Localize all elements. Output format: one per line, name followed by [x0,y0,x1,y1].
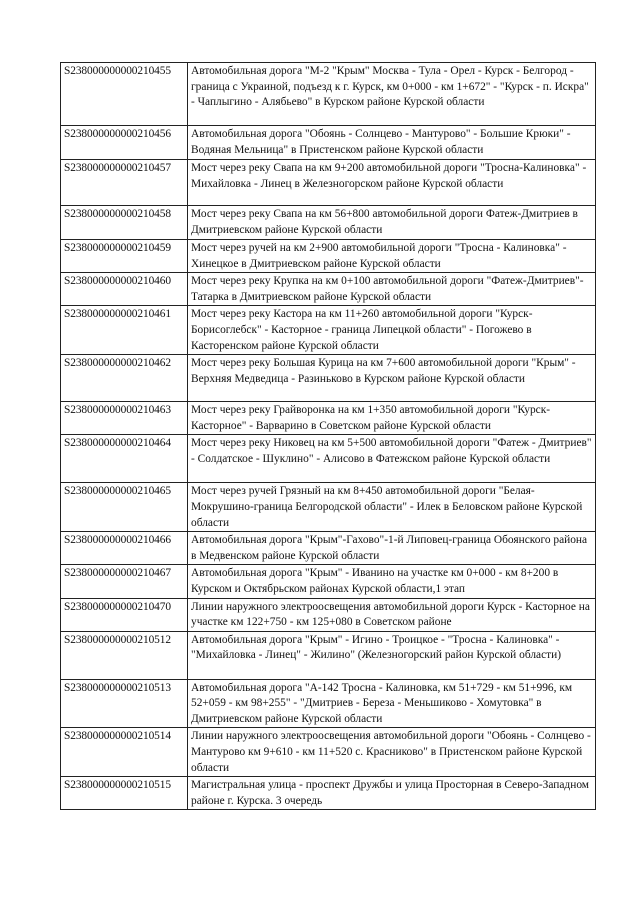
object-code: S238000000000210513 [61,679,188,728]
table-row [61,435,596,483]
object-description: Мост через реку Никовец на км 5+500 автомобильной дороги "Фатеж - Дмитриев" - Солдатское - Шуклино" - Алисово в Фатежском районе Курской области [188,435,596,483]
object-description: Автомобильная дорога "Крым"-Гахово"-1-й Липовец-граница Обоянского района в Медвенском районе Курской области [188,532,596,565]
object-description: Мост через реку Большая Курица на км 7+600 автомобильной дороги "Крым" - Верхняя Медведица - Разиньково в Курском районе Курской области [188,355,596,402]
object-code: S238000000000210459 [61,240,188,273]
object-code: S238000000000210467 [61,565,188,598]
object-description: Автомобильная дорога "А-142 Тросна - Калиновка, км 51+729 - км 51+996, км 52+059 - км 98+255" - "Дмитриев - Береза - Меньшиково - Хомутовка" в Дмитриевском районе Курской области [188,679,596,728]
object-description: Мост через ручей Грязный на км 8+450 автомобильной дороги "Белая-Мокрушино-граница Белгородской области" - Илек в Беловском районе Курской области [188,483,596,532]
objects-table [60,62,596,810]
table-row [61,355,596,402]
table-row [61,728,596,777]
object-description: Автомобильная дорога "Крым" - Игино - Троицкое - "Тросна - Калиновка" - "Михайловка - Линец" - Жилино" (Железногорский район Курской области) [188,631,596,679]
table-row [61,273,596,306]
table-row [61,402,596,435]
object-code: S238000000000210465 [61,483,188,532]
table-row [61,483,596,532]
object-code: S238000000000210463 [61,402,188,435]
object-code: S238000000000210464 [61,435,188,483]
object-description: Линии наружного электроосвещения автомобильной дороги Курск - Касторное на участке км 122+750 - км 125+080 в Советском районе [188,598,596,631]
table-row [61,631,596,679]
object-description: Автомобильная дорога "Крым" - Иванино на участке км 0+000 - км 8+200 в Курском и Октябрьском районах Курской области,1 этап [188,565,596,598]
objects-table-body [61,63,596,810]
object-code: S238000000000210460 [61,273,188,306]
object-code: S238000000000210466 [61,532,188,565]
object-description: Автомобильная дорога "Обоянь - Солнцево - Мантурово" - Большие Крюки" - Водяная Мельница" в Пристенском районе Курской области [188,126,596,160]
table-row [61,206,596,240]
object-description: Мост через реку Крупка на км 0+100 автомобильной дороги "Фатеж-Дмитриев"-Татарка в Дмитриевском районе Курской области [188,273,596,306]
table-row [61,598,596,631]
object-description: Мост через реку Грайворонка на км 1+350 автомобильной дороги "Курск-Касторное" - Варварино в Советском районе Курской области [188,402,596,435]
table-row [61,306,596,355]
table-row [61,777,596,810]
object-code: S238000000000210457 [61,160,188,206]
object-description: Мост через ручей на км 2+900 автомобильной дороги "Тросна - Калиновка" - Хинецкое в Дмитриевском районе Курской области [188,240,596,273]
table-row [61,63,596,126]
table-row [61,126,596,160]
object-description: Линии наружного электроосвещения автомобильной дороги "Обоянь - Солнцево - Мантурово км 9+610 - км 11+520 с. Красниково" в Пристенском районе Курской области [188,728,596,777]
object-code: S238000000000210458 [61,206,188,240]
object-code: S238000000000210461 [61,306,188,355]
object-description: Мост через реку Свапа на км 56+800 автомобильной дороги Фатеж-Дмитриев в Дмитриевском районе Курской области [188,206,596,240]
object-description: Мост через реку Кастора на км 11+260 автомобильной дороги "Курск-Борисоглебск" - Касторное - граница Липецкой области" - Погожево в Касторенском районе Курской области [188,306,596,355]
table-row [61,240,596,273]
object-code: S238000000000210514 [61,728,188,777]
object-code: S238000000000210470 [61,598,188,631]
table-row [61,532,596,565]
object-code: S238000000000210456 [61,126,188,160]
object-description: Мост через реку Свапа на км 9+200 автомобильной дороги "Тросна-Калиновка" - Михайловка - Линец в Железногорском районе Курской области [188,160,596,206]
object-description: Автомобильная дорога "М-2 "Крым" Москва - Тула - Орел - Курск - Белгород - граница с Украиной, подъезд к г. Курск, км 0+000 - км 1+672" - "Курск - п. Искра" - Чаплыгино - Алябьево" в Курском районе Курской области [188,63,596,126]
object-code: S238000000000210462 [61,355,188,402]
object-description: Магистральная улица - проспект Дружбы и улица Просторная в Северо-Западном районе г. Курска. 3 очередь [188,777,596,810]
object-code: S238000000000210455 [61,63,188,126]
object-code: S238000000000210515 [61,777,188,810]
object-code: S238000000000210512 [61,631,188,679]
table-row [61,679,596,728]
table-row [61,565,596,598]
table-row [61,160,596,206]
